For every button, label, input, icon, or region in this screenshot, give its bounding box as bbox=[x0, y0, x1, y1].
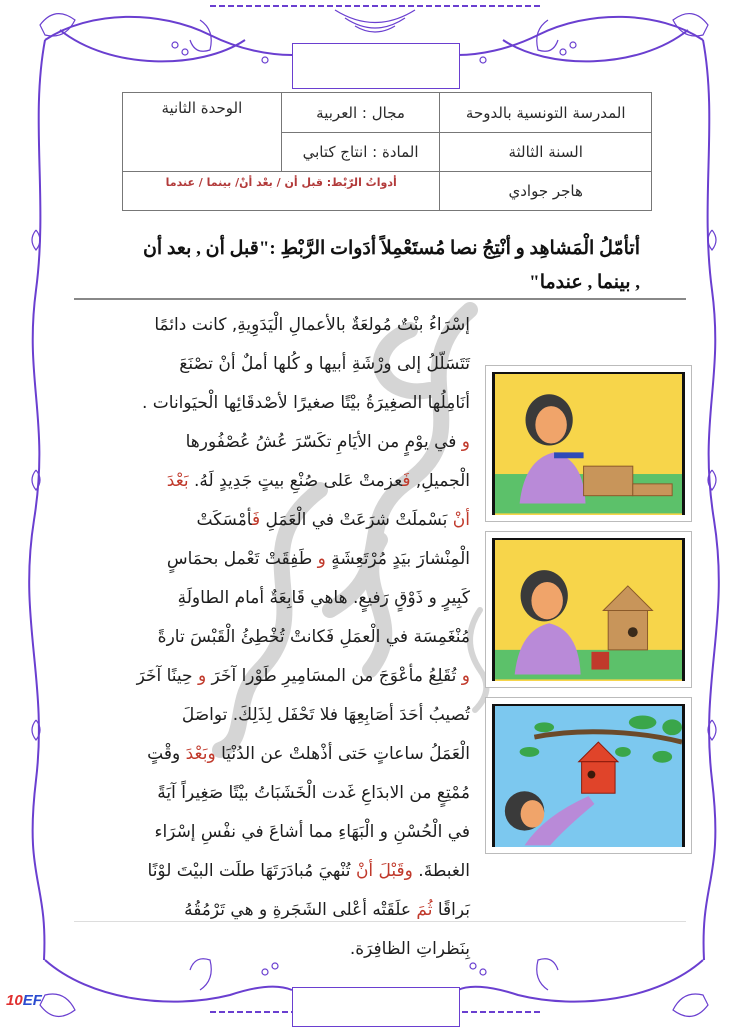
story-line bbox=[88, 930, 470, 969]
site-logo: 10EF bbox=[6, 992, 42, 1009]
picture-scene-2 bbox=[485, 531, 692, 688]
story-line bbox=[88, 306, 470, 345]
linking-word: أنْ bbox=[447, 510, 470, 530]
story-fragment: الْعَمَلُ ساعاتٍ حَتى أذْهلتْ عن الدُنْيَا bbox=[215, 744, 470, 764]
linking-word: و bbox=[317, 549, 326, 569]
girl-painting-birdhouse-illustration bbox=[495, 540, 682, 681]
linking-word: بَعْدَ bbox=[166, 471, 189, 491]
story-fragment: تَتَسَلّلُ إلى ورْشَةِ أبيها و كُلها أملٌ أنْ تصْنَعَ bbox=[179, 354, 470, 374]
picture-scene-3 bbox=[485, 697, 692, 854]
story-fragment: أنَامِلُها الصغِيرَةُ بيْتًا صغيرًا لأصْدقَائِها الْحيَوانات . bbox=[141, 393, 470, 413]
story-fragment: حِينًا آخَرَ bbox=[136, 666, 198, 686]
story-line bbox=[88, 852, 470, 891]
linking-word: وبَعْدَ bbox=[185, 744, 216, 764]
story-fragment: بَراقًا bbox=[432, 900, 470, 920]
story-fragment: بَسْملَتْ شرَعَتْ في الْعَمَلِ bbox=[260, 510, 448, 530]
linking-word: ثُمَ bbox=[416, 900, 433, 920]
divider bbox=[74, 921, 686, 922]
story-fragment: أمْسَكَتْ bbox=[196, 510, 252, 530]
story-fragment: مُنْغَمِسَة في الْعمَلِ فَكانتْ تُخْطِئُ الْقَبْسَ تارةً bbox=[157, 627, 470, 647]
story-fragment: تُصيبُ أحَدَ أصَابِعِهَا فلا تَحْفَل لِذَلِكَ. تواصَلَ bbox=[181, 705, 470, 725]
linking-word: فَ bbox=[402, 471, 411, 491]
grade-label: السنة الثالثة bbox=[440, 133, 652, 172]
linking-tools-note: أدواتُ الرّبْط: قبل أن / بعْد أنْ/ بينما / عندما bbox=[123, 172, 440, 211]
story-fragment: كَبِيرٍ و ذَوْقٍ رَفيعٍ. هاهي قَابِعَةٌ أمام الطاولَةِ bbox=[177, 588, 470, 608]
story-fragment: الْمِنْشارَ بيَدٍ مُرْتَعِشَةٍ bbox=[325, 549, 470, 569]
story-line bbox=[88, 813, 470, 852]
story-fragment: في الْحُسْنِ و الْبَهَاءِ مما أشاعَ في نفْسِ إسْرَاء bbox=[154, 822, 470, 842]
story-line bbox=[88, 774, 470, 813]
divider bbox=[74, 298, 686, 300]
story-fragment: تُنْهيَ مُبادَرَتَهَا طلَت البيْتَ لوْنًا bbox=[147, 861, 356, 881]
story-line bbox=[88, 462, 470, 501]
linking-word: فَ bbox=[252, 510, 261, 530]
story-line bbox=[88, 618, 470, 657]
story-line bbox=[88, 345, 470, 384]
unit-label: الوحدة الثانية bbox=[123, 93, 282, 172]
story-line bbox=[88, 735, 470, 774]
linking-word: و bbox=[456, 666, 470, 686]
story-fragment: مُمْتِعٍ من الابدَاعِ غَدت الْخَشَبَاتُ بيْتًا صَغِيراً آيَةً bbox=[157, 783, 470, 803]
story-fragment: علَقَتْه أعْلى الشَجَرةِ و هي تَرْمُقُهُ bbox=[184, 900, 417, 920]
story-fragment: إسْرَاءُ بنْتٌ مُولعَةٌ بالأعمالِ الْيَدَوِيةِ, كانت دائمًا bbox=[154, 315, 470, 335]
exercise-instruction: أتأمّلُ الْمَشاهِد و أنْتِجُ نصا مُستَعْمِلاً أدَوات الرَّبْطِ :"قبل أن , بعد أن , بينما , عندما" bbox=[142, 238, 640, 293]
story-fragment: الغبطةَ. bbox=[412, 861, 470, 881]
story-line bbox=[88, 696, 470, 735]
teacher-name: هاجر جوادي bbox=[440, 172, 652, 211]
frame-title-box-bottom bbox=[292, 987, 460, 1027]
story-line bbox=[88, 657, 470, 696]
story-fragment: في يوْمٍ من الأيَامِ تكَسّرَ عُشُ عُصْفُورها bbox=[185, 432, 457, 452]
subject-label: المادة : انتاج كتابي bbox=[281, 133, 440, 172]
story-line bbox=[88, 540, 470, 579]
story-fragment: طَفِقَتْ تَعْمل بحمَاسٍ bbox=[166, 549, 318, 569]
story-line bbox=[88, 891, 470, 930]
story-text bbox=[88, 306, 470, 969]
linking-word: و bbox=[197, 666, 207, 686]
picture-scene-1 bbox=[485, 365, 692, 522]
story-fragment: بِنَظراتِ الظافِرَة. bbox=[349, 939, 470, 959]
header-info-table bbox=[122, 92, 652, 211]
girl-hanging-birdhouse-illustration bbox=[495, 706, 682, 847]
story-line bbox=[88, 384, 470, 423]
school-name: المدرسة التونسية بالدوحة bbox=[440, 93, 652, 133]
story-line bbox=[88, 501, 470, 540]
story-line bbox=[88, 579, 470, 618]
story-fragment: وقْتٍ bbox=[147, 744, 186, 764]
linking-word: وقَبْلَ أنْ bbox=[355, 861, 413, 881]
story-line bbox=[88, 423, 470, 462]
story-fragment: عزمتْ عَلى صُنْعِ بيتٍ جَدِيدٍ لَهُ. bbox=[188, 471, 403, 491]
frame-title-box-top bbox=[292, 43, 460, 89]
girl-hammering-illustration bbox=[495, 374, 682, 515]
story-fragment: تُقَلِعُ مأعْوَجَ من المسَامِيرِ طَوْرا آخَرَ bbox=[206, 666, 457, 686]
linking-word: و bbox=[456, 432, 470, 452]
story-fragment: الْجميلِ, bbox=[410, 471, 470, 491]
field-label: مجال : العربية bbox=[281, 93, 440, 133]
